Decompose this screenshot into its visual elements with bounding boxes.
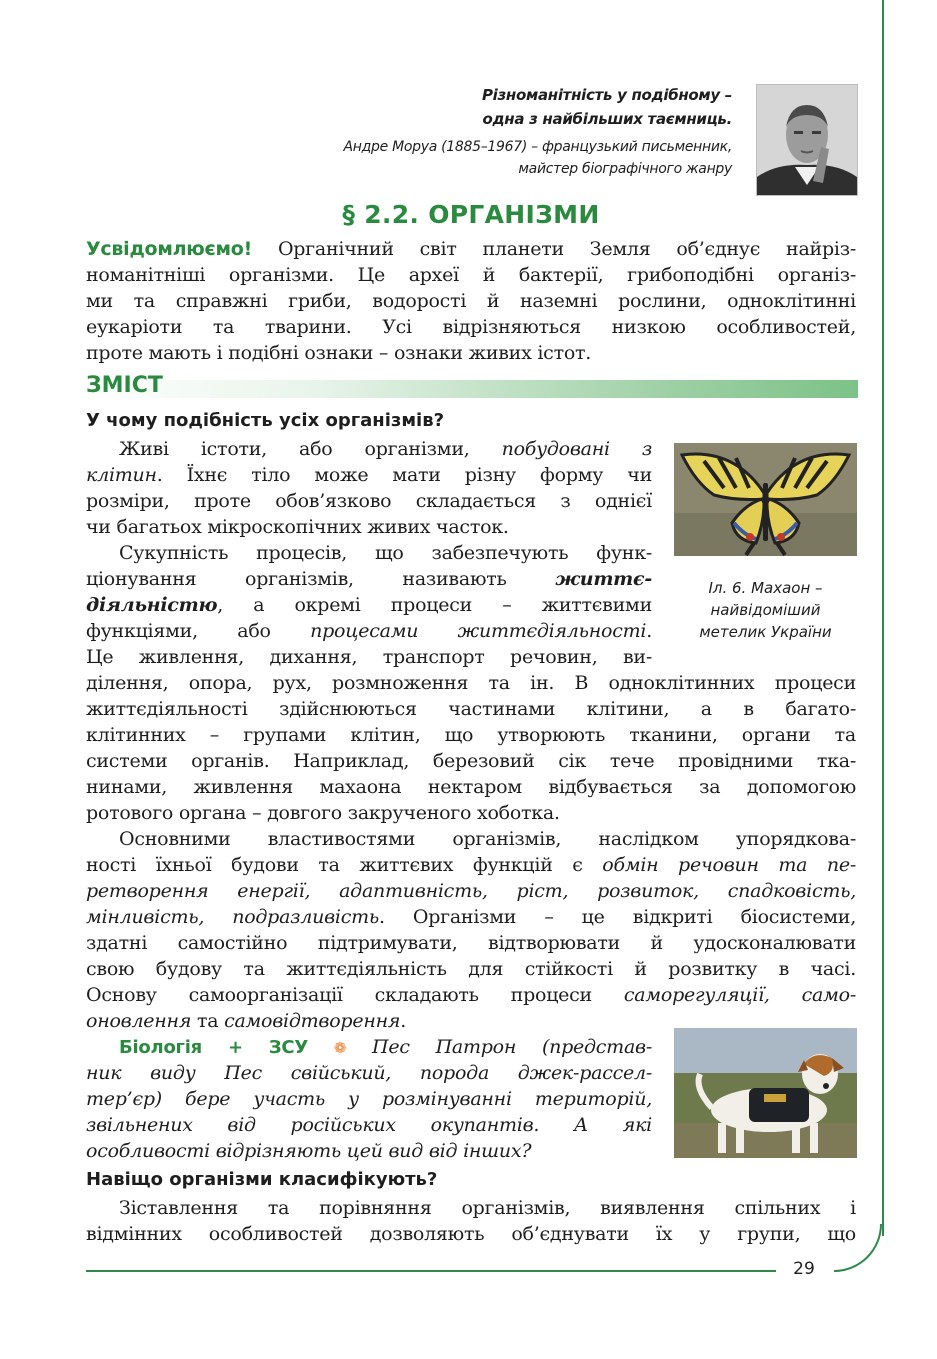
p3-line-8-italic-b: самовідтворення: [224, 1010, 401, 1032]
question-heading-2: Навіщо організми класифікують?: [86, 1169, 438, 1190]
p2-line-4-end: .: [646, 620, 652, 642]
p3-line-5: здатні самостійно підтримувати, відтворювати й удосконалювати: [86, 932, 856, 954]
p3-line-8-end: .: [400, 1010, 406, 1032]
p3-line-4-italic: мінливість, подразливість: [86, 906, 380, 928]
p2-line-2-text: ціонування організмів, називають: [86, 568, 556, 590]
figure-caption-line-2: найвідоміший: [710, 601, 821, 619]
bio-box-line-1: [86, 1034, 652, 1060]
p2-line-3-text: , а окремі процеси – життєвими: [217, 594, 652, 616]
intro-line-3: ми та справжні гриби, водорості й наземні рослини, одноклітинні: [86, 290, 856, 312]
p2-line-3: [86, 592, 652, 618]
p2-line-2-bold: життє-: [555, 568, 652, 590]
page-frame-bottom: [86, 1270, 776, 1272]
p2-line-3-bold: діяльністю: [86, 594, 218, 616]
p1-line-4: чи багатьох мікроскопічних живих часток.: [86, 516, 509, 538]
section-title: § 2.2. ОРГАНІЗМИ: [342, 200, 600, 229]
p2-line-4: [86, 618, 652, 644]
p3-line-2-italic: обмін речовин та пе-: [602, 854, 856, 876]
epigraph-author-line1: Андре Моруа (1885–1967) – французький письменник,: [343, 139, 732, 155]
epigraph-author-line2: майстер біографічного жанру: [518, 161, 732, 177]
p3-line-7-text: Основу самоорганізації складають процеси: [86, 984, 624, 1006]
p3-line-8-italic-a: оновлення: [86, 1010, 192, 1032]
p3-line-7: [86, 982, 856, 1008]
p3-line-2-text: ності їхньої будови та життєвих функцій є: [86, 854, 603, 876]
intro-line-1-text: Органічний світ планети Земля об’єднує найрі: [252, 238, 840, 260]
p4-line-1: Зіставлення та порівняння організмів, виявлення спільних і: [119, 1197, 856, 1219]
p3-line-3: ретворення енергії, адаптивність, ріст, розвиток, спадковість,: [86, 880, 856, 902]
intro-line-1: [86, 236, 856, 262]
p2-line-4-text: функціями, або: [86, 620, 311, 642]
intro-line-2-text: номанітніші організми. Це археї й бактерії, грибоподібні органі: [86, 264, 840, 286]
p3-line-4-text: . Організми – це відкриті біосистеми,: [379, 906, 856, 928]
p2-line-1: Сукупність процесів, що забезпечують функ-: [119, 542, 652, 564]
p2-line-7: життєдіяльності здійснюються частинами клітини, а в багато-: [86, 698, 856, 720]
intro-line-1-end: з-: [839, 238, 856, 260]
p2-line-4-italic: процесами життєдіяльності: [310, 620, 647, 642]
content-header-bar: [86, 380, 858, 398]
epigraph-quote-line2: одна з найбільших таємниць.: [482, 110, 732, 128]
p3-line-4: [86, 904, 856, 930]
page-frame-right: [882, 0, 884, 1236]
p3-line-1: Основними властивостями організмів, наслідком упорядкова-: [119, 828, 856, 850]
flower-bullet-icon: ❁: [333, 1039, 347, 1057]
bio-box-line-2: ник виду Пес свійський, порода джек-рассел-: [86, 1062, 652, 1084]
intro-line-5: проте мають і подібні ознаки – ознаки живих істот.: [86, 342, 592, 364]
intro-line-4: еукаріоти та тварини. Усі відрізняються низкою особливостей,: [86, 316, 856, 338]
portrait-photo: [756, 84, 858, 196]
bio-box-line-4: звільнених від російських окупантів. А які: [86, 1114, 652, 1136]
p2-line-8: клітинних – групами клітин, що утворюють тканини, органи та: [86, 724, 856, 746]
page-number: 29: [793, 1259, 815, 1279]
figure-caption-line-1: Іл. 6. Махаон –: [708, 579, 823, 597]
bio-box-lead: Біологія + ЗСУ: [119, 1037, 309, 1058]
p3-line-2: [86, 852, 856, 878]
p3-line-7-italic: саморегуляції, само-: [623, 984, 856, 1006]
p2-line-2: [86, 566, 652, 592]
p3-line-8-text: та: [191, 1010, 225, 1032]
p1-line-2: [86, 462, 652, 488]
epigraph-quote-line1: Різноманітність у подібному –: [481, 86, 732, 104]
content-header: ЗМІСТ: [86, 373, 163, 398]
p1-line-1-text: Живі істоти, або організми,: [119, 438, 502, 460]
bio-box-line-3: тер’єр) бере участь у розмінуванні територій,: [86, 1088, 652, 1110]
p3-line-6: свою будову та життєдіяльність для стійкості й розвитку в часі.: [86, 958, 856, 980]
p2-line-10: нинами, живлення махаона нектаром відбувається за допомогою: [86, 776, 856, 798]
bio-box-line-5: особливості відрізняють цей вид від інших?: [86, 1140, 532, 1162]
p1-line-3: розміри, проте обов’язково складається з однієї: [86, 490, 652, 512]
intro-lead: Усвідомлюємо!: [86, 238, 253, 260]
butterfly-photo: [674, 443, 857, 556]
p4-line-2: відмінних особливостей дозволяють об’єднувати їх у групи, що: [86, 1223, 856, 1245]
p2-line-5: Це живлення, дихання, транспорт речовин, ви-: [86, 646, 652, 668]
intro-line-2: [86, 262, 856, 288]
p1-line-2-text: . Їхнє тіло може мати різну форму чи: [156, 464, 652, 486]
p1-line-1: [86, 436, 652, 462]
figure-caption-line-3: метелик України: [699, 623, 832, 641]
p2-line-6: ділення, опора, рух, розмноження та ін. В одноклітинних процеси: [86, 672, 856, 694]
question-heading-1: У чому подібність усіх організмів?: [86, 410, 445, 431]
dog-photo: [674, 1028, 857, 1158]
p2-line-11: ротового органа – довгого закрученого хоботка.: [86, 802, 560, 824]
p2-line-9: системи органів. Наприклад, березовий сік тече провідними тка-: [86, 750, 856, 772]
p1-line-2-italic: клітин: [86, 464, 157, 486]
bio-box-line-1-text: Пес Патрон (представ-: [346, 1036, 653, 1058]
intro-line-2-end: з-: [839, 264, 856, 286]
p1-line-1-italic: побудовані з: [501, 438, 653, 460]
